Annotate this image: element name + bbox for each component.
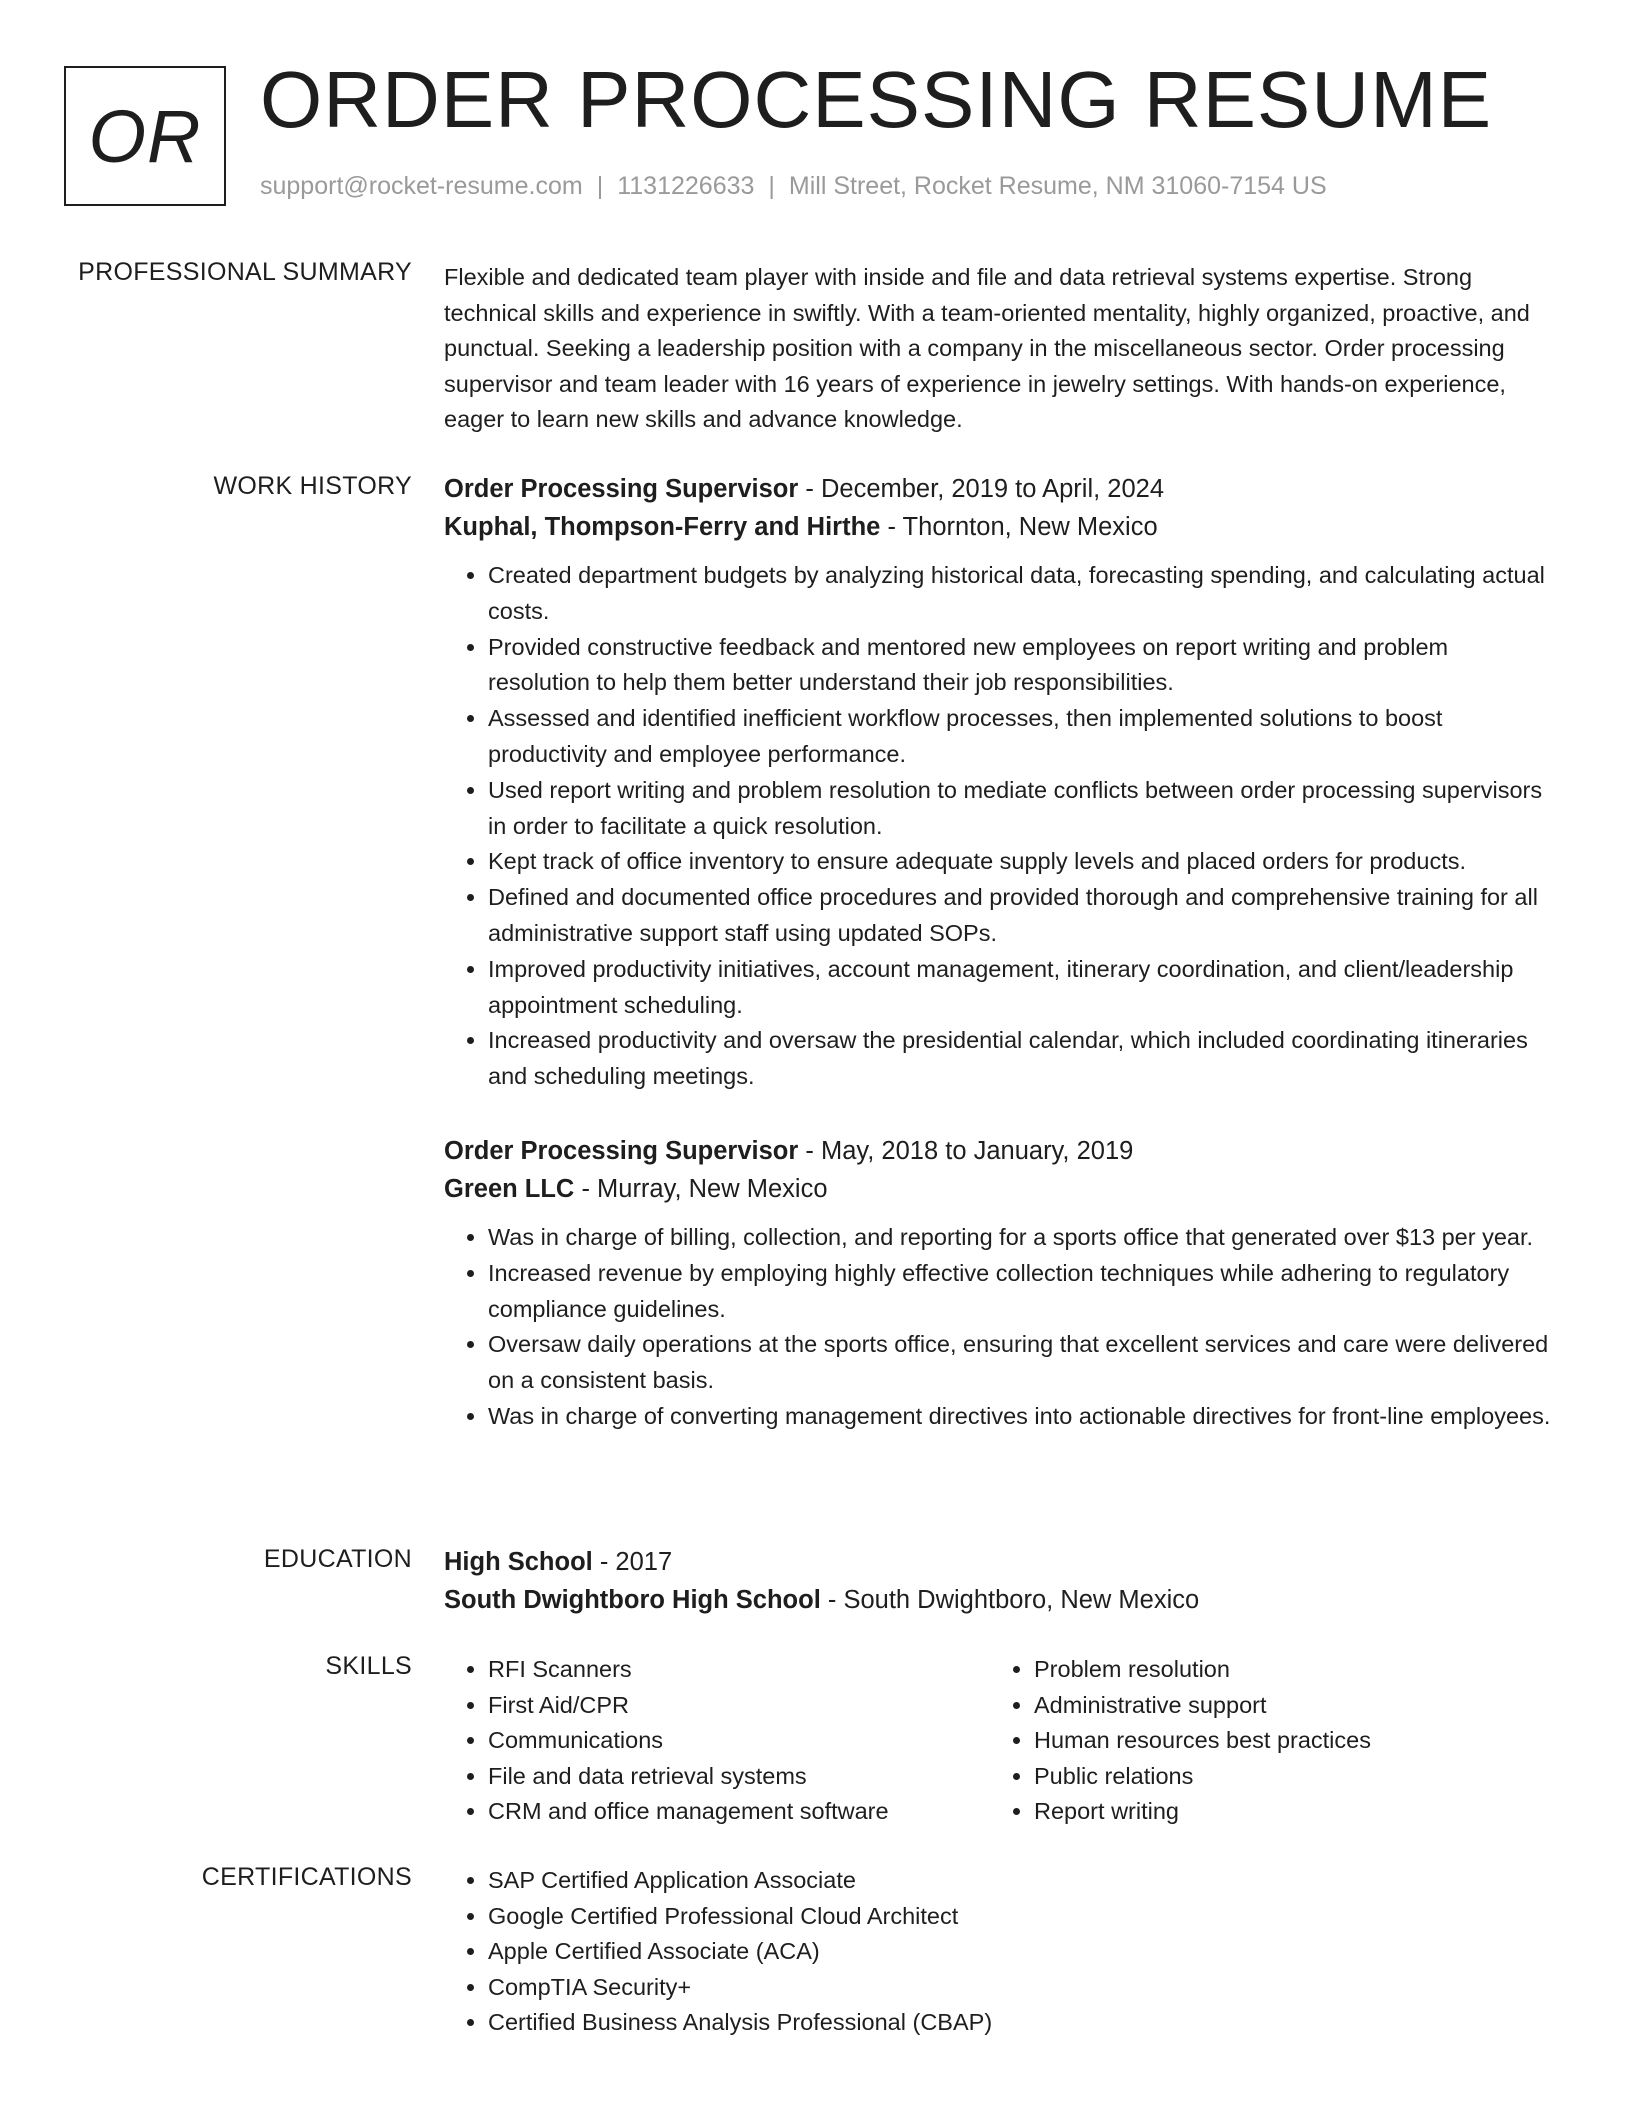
skills-list-left	[444, 1652, 984, 1830]
education-school: South Dwightboro High School	[444, 1586, 821, 1614]
job-dates: - May, 2018 to January, 2019	[798, 1137, 1134, 1165]
section-label-work-history: WORK HISTORY	[213, 472, 412, 500]
certification-item: • Google Certified Professional Cloud Architect	[488, 1899, 1554, 1935]
section-label-certifications: CERTIFICATIONS	[201, 1863, 412, 1891]
section-label-skills: SKILLS	[325, 1652, 412, 1680]
skill-item: • Communications	[488, 1723, 984, 1759]
bullet-item: • Defined and documented office procedures and provided thorough and comprehensive training for all administrative support staff using updated SOPs.	[488, 880, 1554, 952]
education-location: - South Dwightboro, New Mexico	[820, 1586, 1200, 1614]
certification-item: • CompTIA Security+	[488, 1970, 1554, 2006]
bullet-item: • Was in charge of converting management directives into actionable directives for front-line employees.	[488, 1399, 1554, 1435]
skill-item: • Public relations	[1034, 1759, 1530, 1795]
contact-address: Mill Street, Rocket Resume, NM 31060-7154 US	[788, 172, 1327, 200]
contact-phone[interactable]: 1131226633	[617, 172, 755, 200]
education-degree: High School	[444, 1548, 593, 1576]
job-company-line	[444, 1170, 1554, 1208]
skills-list-right	[990, 1652, 1530, 1830]
bullet-item: • Increased revenue by employing highly effective collection techniques while adhering to regulatory compliance guidelines.	[488, 1256, 1554, 1328]
job-entry	[444, 470, 1554, 1095]
bullet-item: • Was in charge of billing, collection, and reporting for a sports office that generated over $13 per year.	[488, 1220, 1554, 1256]
contact-email[interactable]: support@rocket-resume.com	[260, 172, 583, 200]
contact-separator: |	[596, 172, 604, 200]
bullet-item: • Created department budgets by analyzing historical data, forecasting spending, and calculating actual costs.	[488, 558, 1554, 630]
bullet-item: • Provided constructive feedback and mentored new employees on report writing and problem resolution to help them better understand their job responsibilities.	[488, 630, 1554, 702]
job-bullets	[444, 1220, 1554, 1435]
certification-item: • Apple Certified Associate (ACA)	[488, 1934, 1554, 1970]
job-company-line	[444, 508, 1554, 546]
bullet-item: • Improved productivity initiatives, account management, itinerary coordination, and client/leadership appointment scheduling.	[488, 952, 1554, 1024]
bullet-item: • Used report writing and problem resolution to mediate conflicts between order processing supervisors in order to facilitate a quick resolution.	[488, 773, 1554, 845]
skill-item: • RFI Scanners	[488, 1652, 984, 1688]
monogram-logo: OR	[64, 66, 226, 206]
skill-item: • Problem resolution	[1034, 1652, 1530, 1688]
education-year: - 2017	[592, 1548, 673, 1576]
skill-item: • File and data retrieval systems	[488, 1759, 984, 1795]
job-location: - Murray, New Mexico	[574, 1175, 828, 1203]
skill-item: • First Aid/CPR	[488, 1688, 984, 1724]
job-title-line	[444, 1132, 1554, 1170]
bullet-item: • Oversaw daily operations at the sports office, ensuring that excellent services and care were delivered on a consistent basis.	[488, 1327, 1554, 1399]
contact-separator: |	[768, 172, 775, 200]
bullet-item: • Increased productivity and oversaw the presidential calendar, which included coordinating itineraries and scheduling meetings.	[488, 1023, 1554, 1095]
job-bullets	[444, 558, 1554, 1095]
section-label-summary: PROFESSIONAL SUMMARY	[78, 258, 412, 286]
job-location: - Thornton, New Mexico	[880, 513, 1158, 541]
job-title-line	[444, 470, 1554, 508]
job-company: Green LLC	[444, 1175, 575, 1203]
skill-item: • Human resources best practices	[1034, 1723, 1530, 1759]
certification-item: • SAP Certified Application Associate	[488, 1863, 1554, 1899]
job-dates: - December, 2019 to April, 2024	[798, 475, 1165, 503]
education-school-line	[444, 1581, 1554, 1619]
job-entry	[444, 1132, 1554, 1435]
bullet-item: • Assessed and identified inefficient workflow processes, then implemented solutions to boost productivity and employee performance.	[488, 701, 1554, 773]
contact-line	[260, 172, 1327, 201]
section-label-education: EDUCATION	[263, 1545, 412, 1573]
bullet-item: • Kept track of office inventory to ensure adequate supply levels and placed orders for products.	[488, 844, 1554, 880]
page-title: ORDER PROCESSING RESUME	[260, 55, 1493, 144]
summary-text: Flexible and dedicated team player with inside and file and data retrieval systems expertise. Strong technical skills and experience in swiftly. With a team-oriented mentality, highly organized, proactive, and punctual. Seeking a leadership position with a company in the miscellaneous sector. Order processing supervisor and team leader with 16 years of experience in jewelry settings. With hands-on experience, eager to learn new skills and advance knowledge.	[444, 264, 1530, 432]
job-title: Order Processing Supervisor	[444, 475, 799, 503]
job-company: Kuphal, Thompson-Ferry and Hirthe	[444, 513, 881, 541]
skill-item: • Report writing	[1034, 1794, 1530, 1830]
skill-item: • Administrative support	[1034, 1688, 1530, 1724]
job-title: Order Processing Supervisor	[444, 1137, 799, 1165]
skill-item: • CRM and office management software	[488, 1794, 984, 1830]
education-degree-line	[444, 1543, 1554, 1581]
certifications-list	[444, 1863, 1554, 2041]
certification-item: • Certified Business Analysis Professional (CBAP)	[488, 2005, 1554, 2041]
